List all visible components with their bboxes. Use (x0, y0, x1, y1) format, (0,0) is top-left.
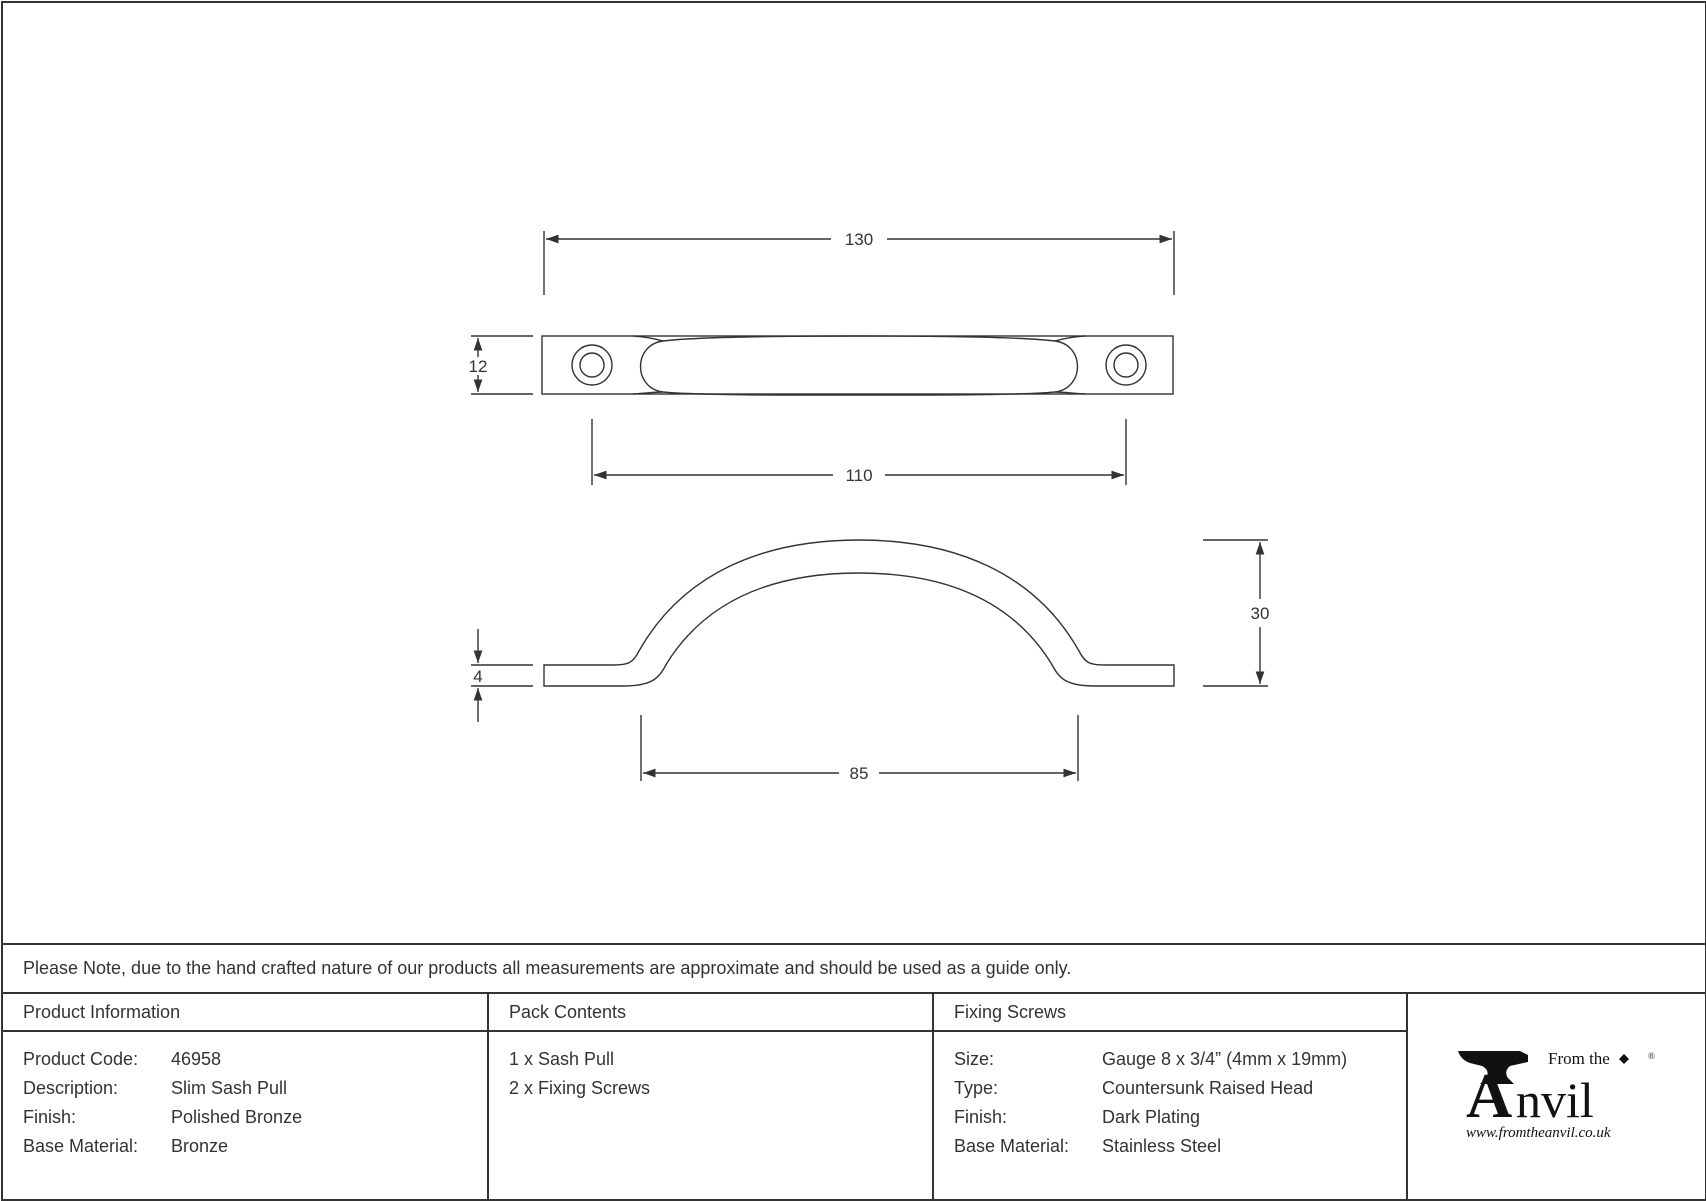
product-information-panel (3, 994, 489, 1199)
registered-mark: ® (1648, 1051, 1655, 1061)
fixing-screws-heading: Fixing Screws (934, 994, 1406, 1032)
row-value: 46958 (171, 1049, 222, 1069)
brand-big-text: nvil (1516, 1072, 1594, 1128)
dim-height: 30 (1250, 604, 1270, 623)
brand-panel (1408, 994, 1705, 1199)
top-view (542, 336, 1173, 395)
top-view-plate (542, 336, 1173, 394)
brand-small-text: From the (1548, 1049, 1610, 1068)
row-label: Base Material: (23, 1136, 139, 1156)
screw-finish-row (954, 1103, 1406, 1132)
technical-drawing (3, 3, 1705, 943)
screw-type-row (954, 1074, 1406, 1103)
row-value: Countersunk Raised Head (1102, 1078, 1314, 1098)
pack-item: 1 x Sash Pull (509, 1049, 615, 1069)
row-value: Bronze (171, 1136, 229, 1156)
description-row (23, 1074, 487, 1103)
base-material-row (23, 1132, 487, 1161)
side-view (544, 540, 1174, 686)
row-label: Type: (954, 1078, 999, 1098)
pack-contents-panel (489, 994, 934, 1199)
top-view-grip (641, 336, 1078, 395)
row-value: Stainless Steel (1102, 1136, 1222, 1156)
side-view-profile (544, 540, 1174, 686)
screw-material-row (954, 1132, 1406, 1161)
fixing-screws-panel (934, 994, 1408, 1199)
from-the-anvil-logo (1458, 1049, 1668, 1149)
row-label: Description: (23, 1078, 119, 1098)
row-label: Finish: (23, 1107, 77, 1127)
row-label: Base Material: (954, 1136, 1070, 1156)
row-label: Size: (954, 1049, 995, 1069)
dim-overall-length: 130 (844, 230, 874, 249)
product-code-row (23, 1045, 487, 1074)
brand-url: www.fromtheanvil.co.uk (1466, 1125, 1611, 1141)
finish-row (23, 1103, 487, 1132)
pack-item: 2 x Fixing Screws (509, 1078, 651, 1098)
diamond-icon (1619, 1054, 1629, 1064)
brand-big-a: A (1466, 1060, 1513, 1131)
dim-thickness: 4 (473, 667, 483, 686)
dim-hole-centres: 110 (845, 466, 873, 485)
drawing-sheet (1, 1, 1706, 1201)
row-value: Dark Plating (1102, 1107, 1201, 1127)
dim-inner-span: 85 (849, 764, 869, 783)
measurement-note: Please Note, due to the hand crafted nature of our products all measurements are approximate and should be used as a guide only. (3, 943, 1705, 994)
row-value: Polished Bronze (171, 1107, 303, 1127)
row-label: Finish: (954, 1107, 1008, 1127)
fixing-hole-right (1106, 345, 1146, 385)
screw-size-row (954, 1045, 1406, 1074)
fixing-hole-left (572, 345, 612, 385)
dim-width: 12 (468, 357, 488, 376)
row-value: Gauge 8 x 3/4” (4mm x 19mm) (1102, 1049, 1348, 1069)
product-information-heading: Product Information (3, 994, 487, 1032)
row-value: Slim Sash Pull (171, 1078, 288, 1098)
row-label: Product Code: (23, 1049, 139, 1069)
pack-contents-heading: Pack Contents (489, 994, 932, 1032)
